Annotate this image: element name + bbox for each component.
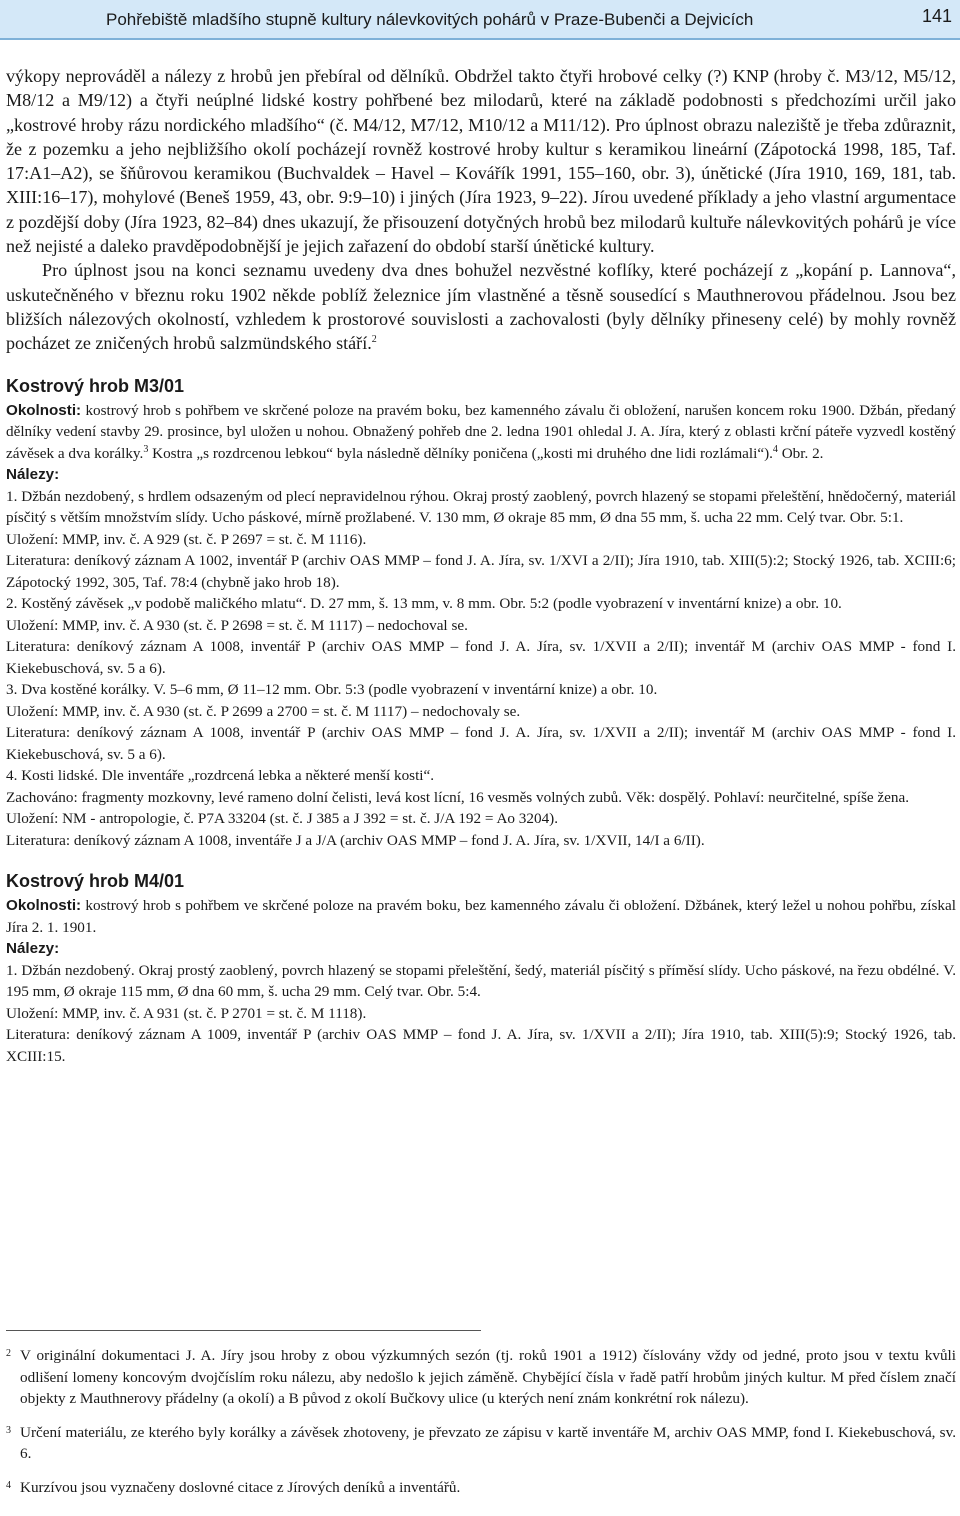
find-line: Zachováno: fragmenty mozkovny, levé rameno dolní čelisti, levá kost lícní, 16 vesměs volných zubů. Věk: dospělý. Pohlaví: neurčitelné, spíše žena. [6, 788, 910, 806]
find-line: Uložení: MMP, inv. č. A 930 (st. č. P 2699 a 2700 = st. č. M 1117) – nedochovaly se. [6, 702, 521, 720]
running-header [0, 0, 960, 40]
find-line: Uložení: MMP, inv. č. A 930 (st. č. P 2698 = st. č. M 1117) – nedochoval se. [6, 616, 468, 634]
find-line: 3. Dva kostěné korálky. V. 5–6 mm, Ø 11–12 mm. Obr. 5:3 (podle vyobrazení v inventární knize) a obr. 10. [6, 681, 658, 699]
grave-m3-circumstances: Okolnosti: kostrový hrob s pohřbem ve skrčené poloze na pravém boku, bez kamenného závalu či obložení, narušen koncem roku 1900. Džbán, předaný dělníky vedení stavby 29. prosince, byl uložen u nohou. Obnažený pohřeb dne 2. ledna 1901 ohledal J. A. Jíra, který z oblasti krční páteře vyzvedl kostěný závěsek a dva korálky.$^3$ Kostra „s rozdrcenou lebkou“ byla následně dělníky poničena („kosti mi druhého dne lidi rozlámali“).$^4$ Obr. 2. [6, 401, 956, 462]
find-line: Uložení: MMP, inv. č. A 929 (st. č. P 2697 = st. č. M 1116). [6, 530, 367, 548]
find-line: 4. Kosti lidské. Dle inventáře „rozdrcená lebka a některé menší kosti“. [6, 767, 435, 785]
find-line: Uložení: NM - antropologie, č. P7A 33204 (st. č. J 385 a J 392 = st. č. J/A 192 = Ao 3204). [6, 810, 559, 828]
footnote-text: V originální dokumentaci J. A. Jíry jsou hroby z obou výzkumných sezón (tj. roků 1901 a 1912) číslovány vždy od jedné, proto jsou v textu kvůli odlišení lomeny koncovým dvojčíslím roku nálezu, aby nedošlo k jejich záměně. Chybějící čísla v řadě patří hrobům jiných kultur. M před číslem značí objekty z Mauthnerovy přádelny (a okolí) a B původ z okolí Bučkovy ulice (u kterých není znám konkrétní rok nálezu). [20, 1347, 956, 1407]
intro-paragraph-2 [6, 258, 956, 355]
circumstances-label: Okolnosti: [6, 897, 82, 915]
grave-m3-heading: Kostrový hrob M3/01 [6, 375, 185, 396]
find-line: Literatura: deníkový záznam A 1002, inventář P (archiv OAS MMP – fond J. A. Jíra, sv. 1/XVI a 2/II); Jíra 1910, tab. XIII(5):2; Stocký 1926, tab. XCIII:6; Zápotocký 1992, 305, Taf. 78:4 (chybně jako hrob 18). [6, 552, 956, 591]
find-line: 1. Džbán nezdobený. Okraj prostý zaoblený, povrch hlazený se stopami přeleštění, šedý, materiál písčitý s příměsí slídy. Ucho páskové, na řezu obdélné. V. 195 mm, Ø okraje 115 mm, Ø dna 60 mm, š. ucha 29 mm. Celý tvar. Obr. 5:4. [6, 961, 956, 1001]
running-title: Pohřebiště mladšího stupně kultury nálevkovitých pohárů v Praze-Bubenči a Dejvicích [106, 10, 754, 29]
main-text [6, 64, 956, 1067]
footnote-2: $^2$ V originální dokumentaci J. A. Jíry jsou hroby z obou výzkumných sezón (tj. roků 1901 a 1912) číslovány vždy od jedné, proto jsou v textu kvůli odlišení lomeny koncovým dvojčíslím roku nálezu, aby nedošlo k jejich záměně. Chybějící čísla v řadě patří hrobům jiných kultur. M před číslem značí objekty z Mauthnerovy přádelny (a okolí) a B původ z okolí Bučkovy ulice (u kterých není znám konkrétní rok nálezu). [6, 1347, 956, 1407]
footnote-divider [6, 1330, 481, 1331]
grave-m4-circumstances: Okolnosti: kostrový hrob s pohřbem ve skrčené poloze na pravém boku, bez kamenného závalu či obložení. Džbánek, který ležel u nohou pohřbu, získal Jíra 2. 1. 1901. [6, 897, 956, 936]
footnote-ref-3[interactable]: 3 [143, 443, 149, 455]
intro-paragraph-1: výkopy neprováděl a nálezy z hrobů jen přebíral od dělníků. Obdržel takto čtyři hrobové celky (?) KNP (hroby č. M3/12, M5/12, M8/12 a M9/12) a čtyři neúplné lidské kostry pohřbené bez milodarů, které na základě podobnosti s předchozími určil jako „kostrové hroby rázu nordického mladšího“ (č. M4/12, M7/12, M10/12 a M11/12). Pro úplnost obrazu naleziště je třeba zdůraznit, že z pozemku a jeho nejbližšího okolí pocházejí rovněž kostrové hroby kultur s keramikou lineární (Zápotocká 1998, 185, Taf. 17:A1–A2), se šňůrovou keramikou (Buchvaldek – Havel – Kovářík 1991, 155–160, obr. 3), únětické (Jíra 1910, 169, 181, tab. XIII:16–17), mohylové (Beneš 1959, 43, obr. 9:9–10) i jiných (Jíra 1923, 9–22). Jírou uvedené příklady a jeho vlastní argumentace z pozdější doby (Jíra 1923, 82–84) dnes ukazují, že přisouzení dotyčných hrobů bez milodarů kultuře nálevkovitých pohárů je více než nejisté a daleko pravděpodobnější je jejich zařazení do období starší únětické kultury. [6, 66, 956, 257]
intro-paragraph-2-text: Pro úplnost jsou na konci seznamu uvedeny dva dnes bohužel nezvěstné koflíky, které pocházejí z „kopání p. Lannova“, uskutečněného v březnu roku 1902 někde poblíž železnice jím vlastněné a těsně sousedící s Mauthnerovou přádelnou. Jsou bez bližších nálezových okolností, vzhledem k prostorové souvislosti a zachovalosti (byly dělníky přineseny celé) by mohly rovněž pocházet ze zničených hrobů salzmündského stáří. [6, 260, 956, 354]
footnote-ref-2[interactable]: 2 [371, 334, 377, 346]
footnote-4: $^4$ Kurzívou jsou vyznačeny doslovné citace z Jírových deníků a inventářů. [6, 1478, 461, 1496]
footnote-text: Určení materiálu, ze kterého byly korálky a závěsek zhotoveny, je převzato ze zápisu v kartě inventáře M, archiv OAS MMP, fond I. Kiekebuschová, sv. 6. [20, 1423, 956, 1462]
circumstances-label: Okolnosti: [6, 401, 82, 419]
find-line: Uložení: MMP, inv. č. A 931 (st. č. P 2701 = st. č. M 1118). [6, 1004, 367, 1022]
footnote-ref-4[interactable]: 4 [772, 443, 778, 455]
footnote-3: $^3$ Určení materiálu, ze kterého byly korálky a závěsek zhotoveny, je převzato ze zápisu v kartě inventáře M, archiv OAS MMP, fond I. Kiekebuschová, sv. 6. [6, 1423, 956, 1462]
finds-label: Nálezy: [6, 940, 60, 958]
finds-label: Nálezy: [6, 466, 60, 484]
find-line: Literatura: deníkový záznam A 1008, inventář P (archiv OAS MMP – fond J. A. Jíra, sv. 1/XVII a 2/II); inventář M (archiv OAS MMP - fond I. Kiekebuschová, sv. 5 a 6). [6, 638, 956, 677]
page-number: 141 [921, 6, 952, 26]
find-line: Literatura: deníkový záznam A 1008, inventáře J a J/A (archiv OAS MMP – fond J. A. Jíra, sv. 1/XVII, 14/I a 6/II). [6, 831, 705, 849]
find-line: Literatura: deníkový záznam A 1009, inventář P (archiv OAS MMP – fond J. A. Jíra, sv. 1/XVII a 2/II); Jíra 1910, tab. XIII(5):9; Stocký 1926, tab. XCIII:15. [6, 1026, 956, 1065]
find-line: 1. Džbán nezdobený, s hrdlem odsazeným od plecí nepravidelnou rýhou. Okraj prostý zaoblený, povrch hlazený se stopami přeleštění, hnědočerný, materiál písčitý s větším množstvím slídy. Ucho páskové, mírně prožlabené. V. 130 mm, Ø okraje 85 mm, Ø dna 55 mm, š. ucha 22 mm. Celý tvar. Obr. 5:1. [6, 487, 956, 527]
find-line: Literatura: deníkový záznam A 1008, inventář P (archiv OAS MMP – fond J. A. Jíra, sv. 1/XVII a 2/II); inventář M (archiv OAS MMP - fond I. Kiekebuschová, sv. 5 a 6). [6, 724, 956, 763]
footnotes [6, 1330, 956, 1510]
find-line: 2. Kostěný závěsek „v podobě maličkého mlatu“. D. 27 mm, š. 13 mm, v. 8 mm. Obr. 5:2 (podle vyobrazení v inventární knize) a obr. 10. [6, 595, 842, 613]
grave-m4-heading: Kostrový hrob M4/01 [6, 871, 185, 892]
footnote-text: Kurzívou jsou vyznačeny doslovné citace z Jírových deníků a inventářů. [20, 1478, 461, 1496]
